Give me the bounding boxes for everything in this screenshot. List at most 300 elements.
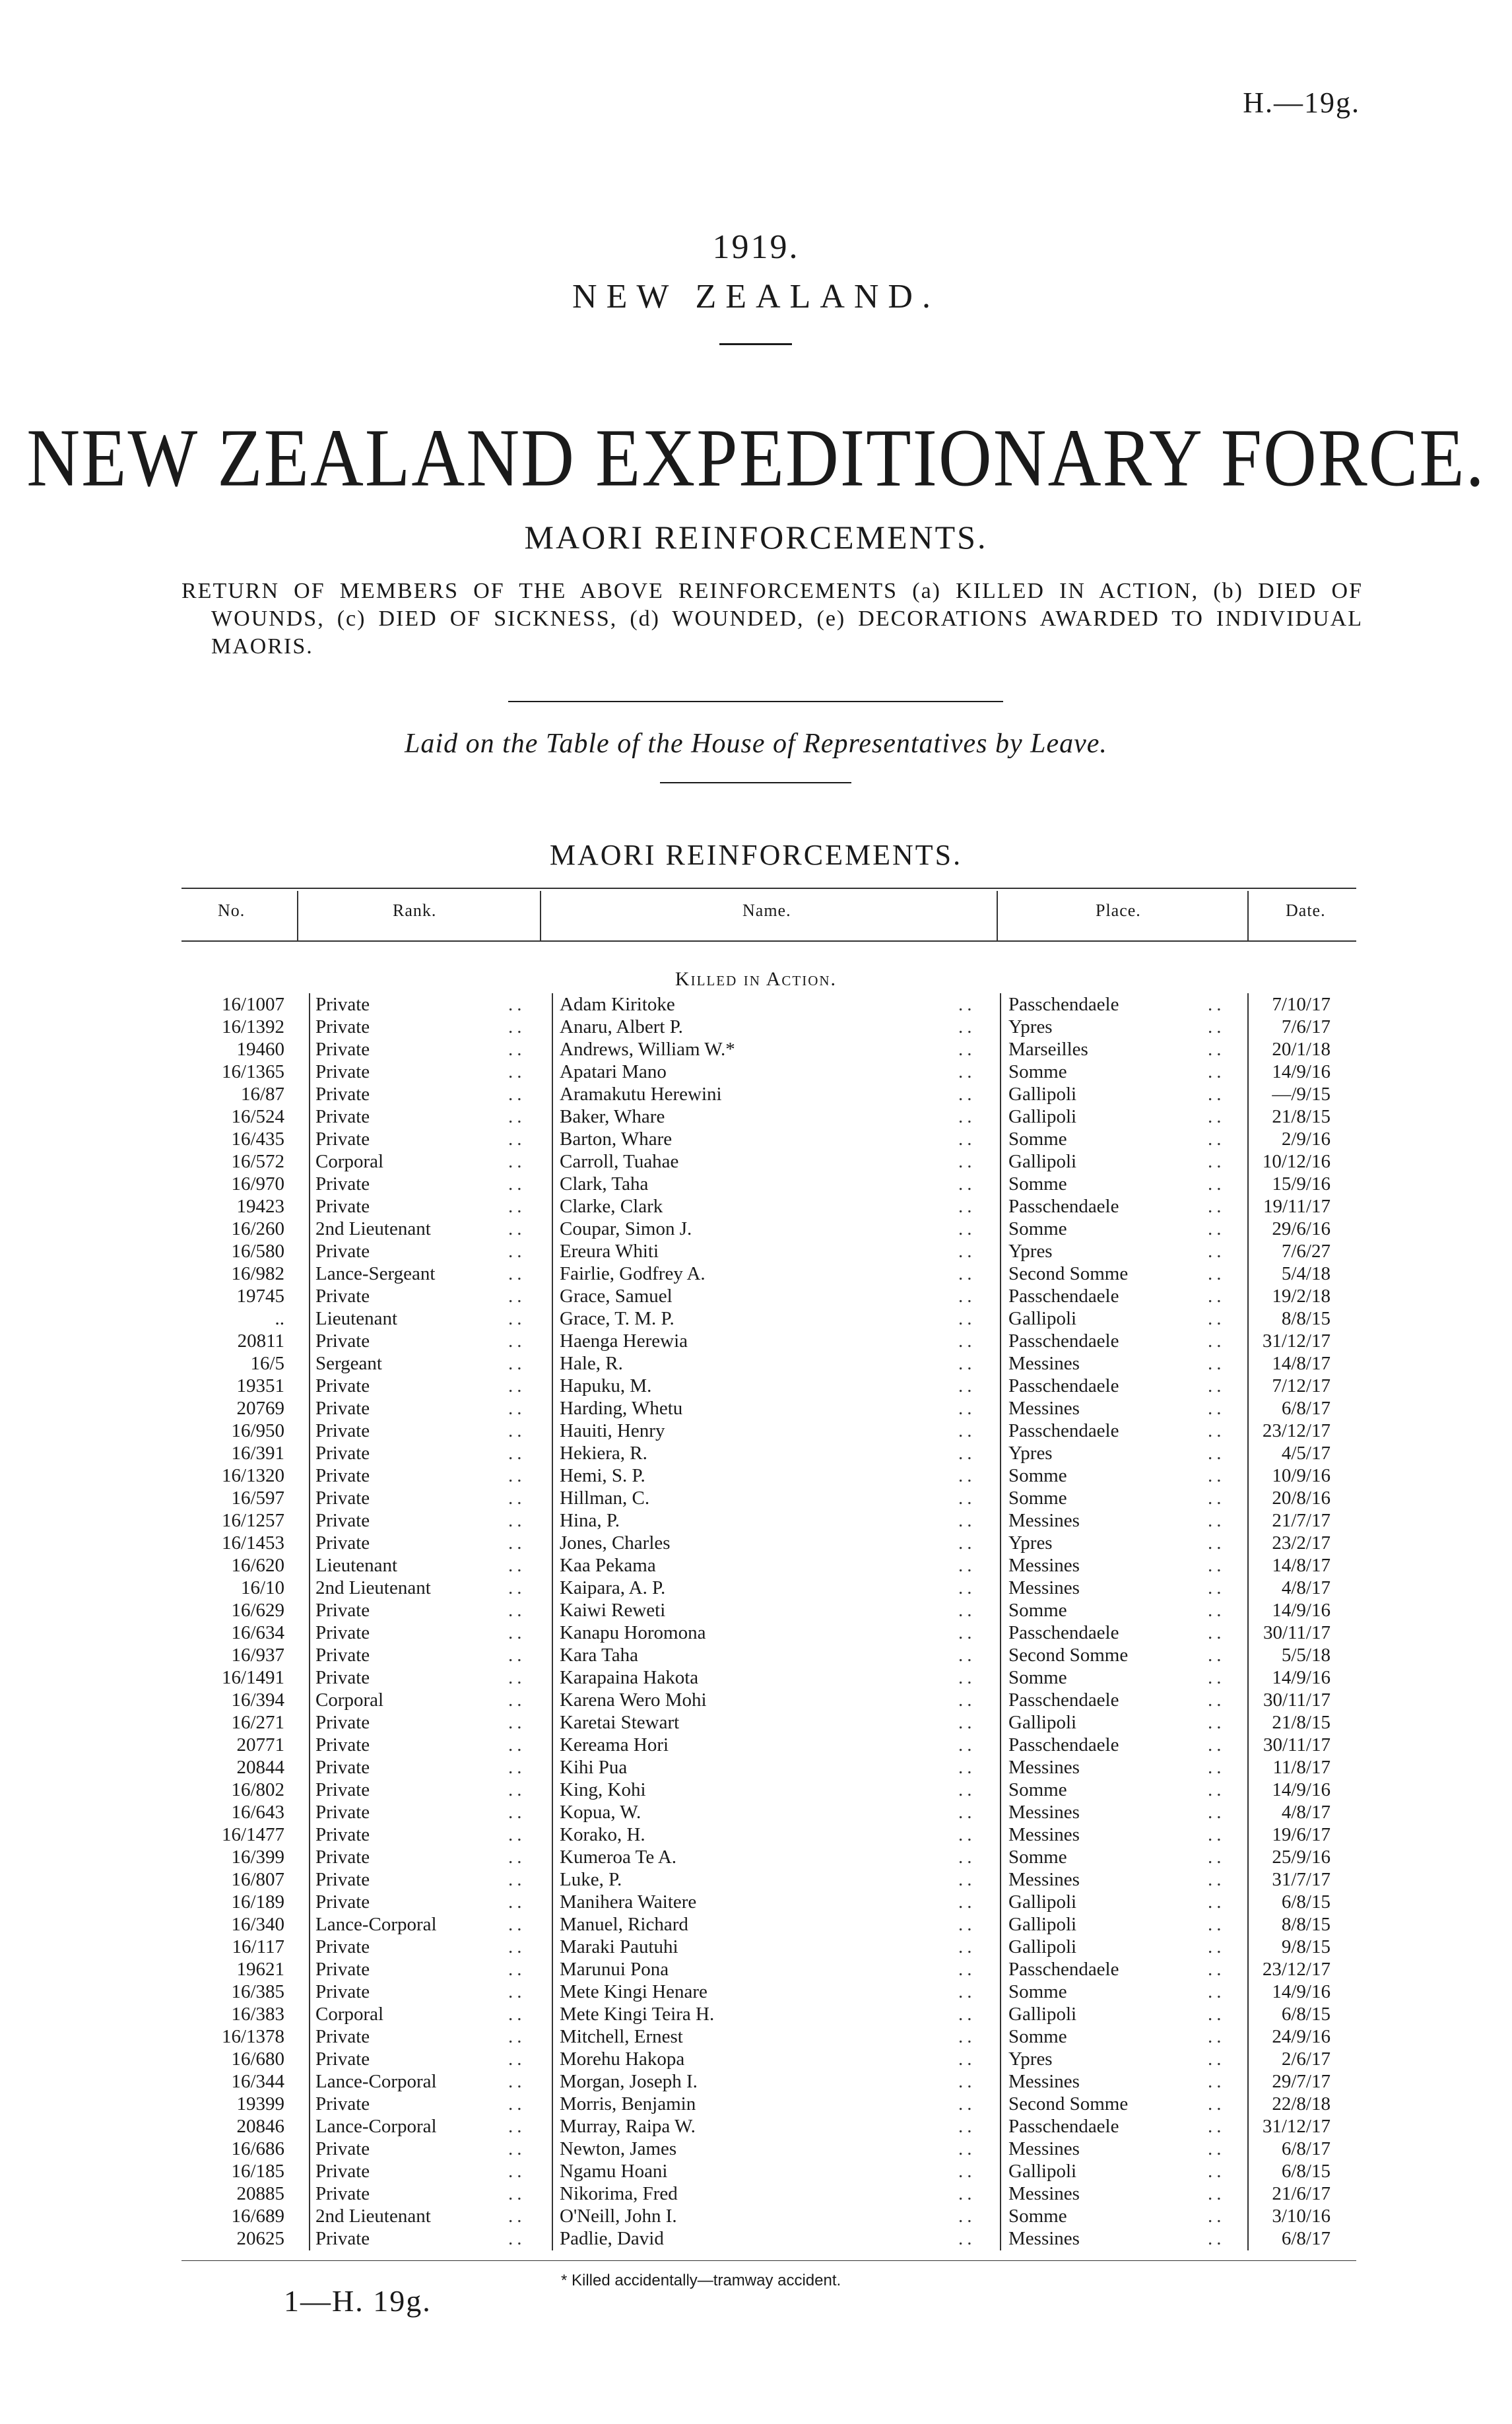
dot-leader: .. [958,1061,976,1082]
cell-no: .. [275,1308,284,1329]
dot-leader: .. [508,994,526,1015]
dot-leader: .. [958,1151,976,1172]
cell-date: 14/9/16 [1272,1779,1331,1800]
dot-leader: .. [958,1802,976,1823]
dot-leader: .. [1208,1824,1226,1845]
cell-date: 30/11/17 [1263,1689,1331,1711]
column-divider [540,891,541,940]
table-row [0,1868,1512,1891]
dot-leader: .. [1208,2183,1226,2204]
dot-leader: .. [508,1151,526,1172]
column-header-name: Name. [742,901,791,920]
dot-leader: .. [508,1465,526,1486]
cell-date: 20/8/16 [1272,1488,1331,1509]
cell-date: 6/8/15 [1281,2161,1331,2182]
dot-leader: .. [1208,1308,1226,1329]
cell-rank: Private [315,2228,370,2249]
cell-place: Messines [1008,1510,1080,1531]
dot-leader: .. [1208,1981,1226,2002]
cell-date: 19/2/18 [1272,1286,1331,1307]
folio: 1—H. 19g. [284,2284,432,2318]
table-row [0,1846,1512,1868]
cell-place: Passchendaele [1008,1330,1119,1352]
dot-leader: .. [1208,1936,1226,1957]
cell-name: Kopua, W. [560,1802,641,1823]
table-row [0,1330,1512,1352]
dot-leader: .. [508,1510,526,1531]
cell-name: Hekiera, R. [560,1443,647,1464]
table-row [0,2205,1512,2227]
cell-place: Passchendaele [1008,1734,1119,1755]
cell-name: Grace, Samuel [560,1286,673,1307]
cell-name: Hina, P. [560,1510,620,1531]
cell-rank: Private [315,1869,370,1890]
year: 1919. [712,228,800,266]
cell-place: Somme [1008,1173,1067,1195]
dot-leader: .. [1208,2116,1226,2137]
cell-name: Mitchell, Ernest [560,2026,683,2047]
cell-place: Messines [1008,1869,1080,1890]
table-row [0,1756,1512,1779]
dot-leader: .. [958,1129,976,1150]
cell-date: 2/9/16 [1281,1129,1331,1150]
cell-date: 29/6/16 [1272,1218,1331,1239]
dot-leader: .. [1208,2093,1226,2114]
dot-leader: .. [508,2026,526,2047]
cell-date: 15/9/16 [1272,1173,1331,1195]
cell-name: Adam Kiritoke [560,994,675,1015]
dot-leader: .. [508,1196,526,1217]
column-divider [297,891,298,940]
table-row [0,1644,1512,1666]
cell-name: Haenga Herewia [560,1330,688,1352]
cell-place: Passchendaele [1008,994,1119,1015]
cell-date: 14/9/16 [1272,1600,1331,1621]
cell-place: Passchendaele [1008,1420,1119,1441]
cell-place: Messines [1008,2071,1080,2092]
dot-leader: .. [958,2116,976,2137]
dot-leader: .. [958,1488,976,1509]
dot-leader: .. [1208,1330,1226,1352]
cell-rank: Private [315,1375,370,1396]
cell-name: O'Neill, John I. [560,2206,677,2227]
cell-rank: Private [315,1443,370,1464]
dot-leader: .. [958,1532,976,1554]
table-row [0,1173,1512,1195]
cell-no: 16/1257 [221,1510,284,1531]
dot-leader: .. [958,1510,976,1531]
cell-date: 23/2/17 [1272,1532,1331,1554]
cell-place: Gallipoli [1008,1106,1077,1127]
cell-rank: 2nd Lieutenant [315,1218,431,1239]
cell-date: 6/8/17 [1281,1398,1331,1419]
cell-place: Gallipoli [1008,1151,1077,1172]
cell-rank: Private [315,1779,370,1800]
cell-no: 16/1365 [221,1061,284,1082]
cell-no: 20885 [236,2183,284,2204]
document-subtitle: MAORI REINFORCEMENTS. [524,519,988,556]
dot-leader: .. [958,1106,976,1127]
table-row [0,1823,1512,1846]
column-divider [1247,891,1249,940]
cell-name: Clarke, Clark [560,1196,663,1217]
cell-name: Mete Kingi Henare [560,1981,707,2002]
cell-rank: Lieutenant [315,1308,398,1329]
cell-name: Luke, P. [560,1869,622,1890]
dot-leader: .. [508,1129,526,1150]
cell-rank: Private [315,1981,370,2002]
table-row [0,1240,1512,1262]
table-row [0,993,1512,1016]
dot-leader: .. [1208,1129,1226,1150]
cell-rank: Private [315,1061,370,1082]
cell-name: Newton, James [560,2138,677,2159]
dot-leader: .. [508,1106,526,1127]
dot-leader: .. [958,1645,976,1666]
dot-leader: .. [1208,2138,1226,2159]
dot-leader: .. [508,1488,526,1509]
cell-no: 16/87 [240,1084,284,1105]
cell-name: Barton, Whare [560,1129,673,1150]
cell-no: 16/689 [231,2206,284,2227]
cell-place: Gallipoli [1008,2004,1077,2025]
table-row [0,1061,1512,1083]
cell-rank: Corporal [315,2004,384,2025]
divider [719,343,792,345]
cell-date: 14/8/17 [1272,1555,1331,1576]
table-row [0,2093,1512,2115]
cell-name: Morehu Hakopa [560,2048,685,2070]
cell-name: Hemi, S. P. [560,1465,645,1486]
cell-rank: Private [315,1465,370,1486]
dot-leader: .. [1208,1577,1226,1598]
cell-name: Apatari Mano [560,1061,667,1082]
table-row [0,1509,1512,1532]
cell-name: Karapaina Hakota [560,1667,699,1688]
dot-leader: .. [1208,1061,1226,1082]
cell-date: 7/6/27 [1281,1241,1331,1262]
dot-leader: .. [958,2048,976,2070]
cell-no: 16/524 [231,1106,284,1127]
table-row [0,1487,1512,1509]
table-row [0,2182,1512,2205]
cell-no: 16/10 [240,1577,284,1598]
cell-no: 16/1392 [221,1016,284,1037]
dot-leader: .. [1208,1106,1226,1127]
dot-leader: .. [1208,1263,1226,1284]
cell-place: Somme [1008,1129,1067,1150]
cell-place: Gallipoli [1008,2161,1077,2182]
cell-name: Nikorima, Fred [560,2183,678,2204]
cell-date: 3/10/16 [1272,2206,1331,2227]
table-row [0,1936,1512,1958]
cell-place: Ypres [1008,1532,1053,1554]
dot-leader: .. [508,1936,526,1957]
cell-no: 19399 [236,2093,284,2114]
cell-name: Aramakutu Herewini [560,1084,722,1105]
page-reference: H.—19g. [1243,86,1360,119]
cell-no: 16/1007 [221,994,284,1015]
table-row [0,2138,1512,2160]
dot-leader: .. [1208,1286,1226,1307]
cell-rank: Private [315,2161,370,2182]
dot-leader: .. [508,1016,526,1037]
cell-rank: Private [315,1891,370,1913]
table-row [0,1464,1512,1487]
cell-date: 14/9/16 [1272,1061,1331,1082]
cell-rank: Private [315,1129,370,1150]
cell-name: Andrews, William W.* [560,1039,735,1060]
cell-date: 22/8/18 [1272,2093,1331,2114]
dot-leader: .. [508,1039,526,1060]
cell-date: 19/6/17 [1272,1824,1331,1845]
cell-name: Hale, R. [560,1353,623,1374]
cell-date: 8/8/15 [1281,1308,1331,1329]
dot-leader: .. [1208,1241,1226,1262]
cell-place: Gallipoli [1008,1308,1077,1329]
cell-name: Coupar, Simon J. [560,1218,692,1239]
dot-leader: .. [508,2093,526,2114]
dot-leader: .. [958,1914,976,1935]
dot-leader: .. [1208,1600,1226,1621]
dot-leader: .. [508,1398,526,1419]
cell-no: 16/435 [231,1129,284,1150]
cell-name: Carroll, Tuahae [560,1151,679,1172]
cell-name: Kaiwi Reweti [560,1600,666,1621]
cell-date: 5/5/18 [1281,1645,1331,1666]
cell-place: Messines [1008,1577,1080,1598]
dot-leader: .. [958,2206,976,2227]
cell-rank: Private [315,1016,370,1037]
dot-leader: .. [1208,1555,1226,1576]
dot-leader: .. [508,1779,526,1800]
cell-rank: Private [315,2138,370,2159]
cell-rank: Private [315,994,370,1015]
dot-leader: .. [508,1443,526,1464]
table-top-rule [181,888,1356,889]
cell-no: 16/634 [231,1622,284,1643]
dot-leader: .. [1208,2004,1226,2025]
cell-place: Messines [1008,1802,1080,1823]
table-row [0,1734,1512,1756]
cell-rank: Lance-Corporal [315,1914,437,1935]
dot-leader: .. [508,1353,526,1374]
table-row [0,1105,1512,1128]
cell-date: 10/9/16 [1272,1465,1331,1486]
dot-leader: .. [508,1084,526,1105]
cell-name: Manuel, Richard [560,1914,688,1935]
cell-name: Hillman, C. [560,1488,650,1509]
cell-rank: Lance-Corporal [315,2071,437,2092]
cell-place: Messines [1008,2228,1080,2249]
cell-name: Kanapu Horomona [560,1622,706,1643]
cell-place: Somme [1008,1981,1067,2002]
cell-place: Gallipoli [1008,1936,1077,1957]
cell-no: 16/385 [231,1981,284,2002]
cell-rank: Private [315,1173,370,1195]
cell-name: King, Kohi [560,1779,646,1800]
dot-leader: .. [508,1577,526,1598]
dot-leader: .. [1208,1016,1226,1037]
dot-leader: .. [958,2071,976,2092]
dot-leader: .. [1208,1622,1226,1643]
cell-place: Somme [1008,1488,1067,1509]
cell-rank: Private [315,1039,370,1060]
cell-place: Ypres [1008,1241,1053,1262]
dot-leader: .. [508,1330,526,1352]
dot-leader: .. [1208,2206,1226,2227]
country: NEW ZEALAND. [572,278,940,315]
cell-no: 16/620 [231,1555,284,1576]
cell-rank: Private [315,2048,370,2070]
table-row [0,1420,1512,1442]
table-row [0,1352,1512,1375]
dot-leader: .. [1208,2228,1226,2249]
cell-no: 16/1477 [221,1824,284,1845]
cell-name: Kihi Pua [560,1757,628,1778]
dot-leader: .. [1208,1196,1226,1217]
dot-leader: .. [508,1420,526,1441]
cell-place: Gallipoli [1008,1914,1077,1935]
table-bottom-rule [181,2260,1356,2261]
cell-rank: Private [315,1757,370,1778]
cell-name: Hauiti, Henry [560,1420,665,1441]
cell-place: Passchendaele [1008,2116,1119,2137]
cell-rank: Private [315,1712,370,1733]
table-row [0,1285,1512,1307]
dot-leader: .. [1208,1914,1226,1935]
cell-rank: Private [315,1420,370,1441]
cell-date: 14/8/17 [1272,1353,1331,1374]
cell-place: Second Somme [1008,2093,1129,2114]
cell-place: Somme [1008,2026,1067,2047]
cell-no: 16/580 [231,1241,284,1262]
dot-leader: .. [508,1645,526,1666]
dot-leader: .. [508,1824,526,1845]
cell-no: 19351 [236,1375,284,1396]
cell-name: Karetai Stewart [560,1712,680,1733]
dot-leader: .. [958,2138,976,2159]
cell-place: Passchendaele [1008,1689,1119,1711]
dot-leader: .. [508,2161,526,2182]
cell-name: Padlie, David [560,2228,664,2249]
dot-leader: .. [508,1622,526,1643]
cell-rank: Private [315,2183,370,2204]
cell-no: 16/970 [231,1173,284,1195]
dot-leader: .. [958,1959,976,1980]
dot-leader: .. [1208,1443,1226,1464]
dot-leader: .. [958,1757,976,1778]
cell-no: 16/260 [231,1218,284,1239]
cell-rank: Private [315,1106,370,1127]
cell-rank: Private [315,1510,370,1531]
cell-name: Ngamu Hoani [560,2161,668,2182]
cell-date: 5/4/18 [1281,1263,1331,1284]
cell-no: 16/344 [231,2071,284,2092]
cell-name: Kaipara, A. P. [560,1577,666,1598]
cell-rank: Private [315,1936,370,1957]
dot-leader: .. [958,1622,976,1643]
cell-place: Messines [1008,1824,1080,1845]
cell-date: 10/12/16 [1262,1151,1331,1172]
cell-place: Messines [1008,1353,1080,1374]
cell-place: Gallipoli [1008,1712,1077,1733]
cell-date: 30/11/17 [1263,1622,1331,1643]
divider [660,782,851,783]
table-row [0,1801,1512,1823]
cell-date: 21/6/17 [1272,2183,1331,2204]
table-row [0,1689,1512,1711]
dot-leader: .. [508,1263,526,1284]
cell-name: Kumeroa Te A. [560,1847,677,1868]
cell-rank: Private [315,1488,370,1509]
table-row [0,1218,1512,1240]
cell-no: 20846 [236,2116,284,2137]
table-row [0,1599,1512,1621]
cell-place: Messines [1008,2183,1080,2204]
section-heading: Killed in Action. [674,968,838,990]
table-row [0,1554,1512,1577]
dot-leader: .. [508,1757,526,1778]
table-row [0,1442,1512,1464]
dot-leader: .. [958,1286,976,1307]
dot-leader: .. [1208,1532,1226,1554]
cell-date: 8/8/15 [1281,1914,1331,1935]
cell-date: 14/9/16 [1272,1667,1331,1688]
cell-rank: Private [315,1734,370,1755]
dot-leader: .. [1208,2071,1226,2092]
cell-name: Hapuku, M. [560,1375,652,1396]
dot-leader: .. [508,1667,526,1688]
cell-date: 2/6/17 [1281,2048,1331,2070]
cell-name: Mete Kingi Teira H. [560,2004,715,2025]
cell-date: 23/12/17 [1262,1420,1331,1441]
cell-no: 19621 [236,1959,284,1980]
dot-leader: .. [958,1196,976,1217]
dot-leader: .. [958,1420,976,1441]
dot-leader: .. [958,1241,976,1262]
dot-leader: .. [508,1869,526,1890]
cell-no: 20771 [236,1734,284,1755]
dot-leader: .. [508,1802,526,1823]
table-row [0,1375,1512,1397]
dot-leader: .. [958,2004,976,2025]
cell-rank: Private [315,2093,370,2114]
dot-leader: .. [958,1218,976,1239]
cell-date: 6/8/15 [1281,2004,1331,2025]
cell-no: 19460 [236,1039,284,1060]
cell-place: Passchendaele [1008,1959,1119,1980]
cell-place: Ypres [1008,1443,1053,1464]
table-row [0,1779,1512,1801]
cell-name: Harding, Whetu [560,1398,683,1419]
table-row [0,2070,1512,2093]
table-row [0,1666,1512,1689]
cell-date: 6/8/17 [1281,2138,1331,2159]
dot-leader: .. [958,2183,976,2204]
cell-no: 16/597 [231,1488,284,1509]
cell-no: 19423 [236,1196,284,1217]
cell-no: 16/950 [231,1420,284,1441]
dot-leader: .. [958,1891,976,1913]
dot-leader: .. [958,1689,976,1711]
table-row [0,2025,1512,2048]
dot-leader: .. [958,1555,976,1576]
dot-leader: .. [508,1689,526,1711]
dot-leader: .. [958,1824,976,1845]
cell-no: 16/271 [231,1712,284,1733]
cell-rank: Private [315,1959,370,1980]
